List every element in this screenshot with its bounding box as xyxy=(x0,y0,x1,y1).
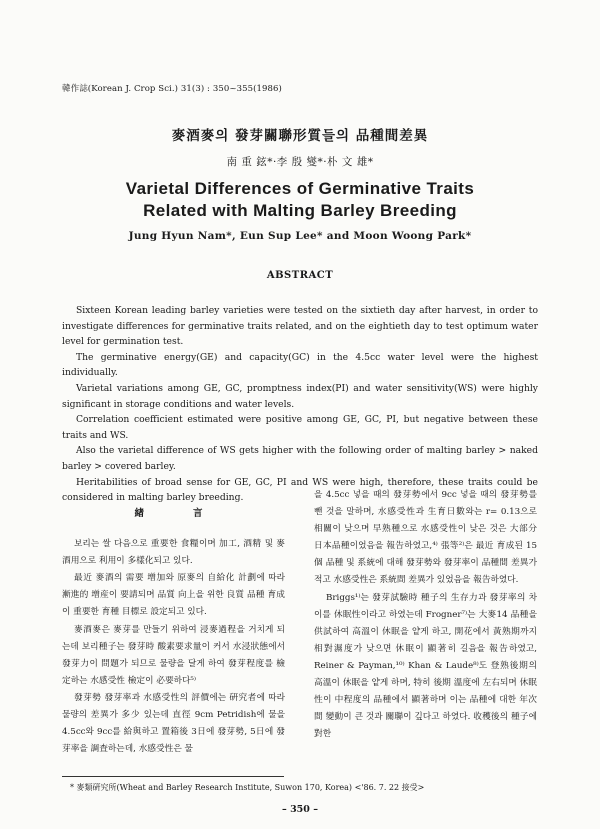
abstract-paragraph: Heritabilities of broad sense for GE, GC, PI and WS were high, therefore, these traits could be considered in malting barley breeding. xyxy=(62,476,538,504)
english-title-line-1: Varietal Differences of Germinative Traits xyxy=(125,179,475,198)
body-paragraph: 最近 麥酒의 需要 增加와 原麥의 自給化 計劃에 따라 漸進的 增産이 要請되며 品質 向上을 위한 良質 品種 育成이 重要한 育種 目標로 設定되고 있다. xyxy=(62,573,285,618)
english-title xyxy=(0,178,600,222)
journal-reference: 韓作誌(Korean J. Crop Sci.) 31(3) : 350~355(1986) xyxy=(62,84,282,94)
abstract-paragraph: Correlation coefficient estimated were positive among GE, GC, PI, but negative between these traits and WS. xyxy=(62,414,538,441)
body-paragraph: 發芽勢 發芽率과 水感受性의 評價에는 硏究者에 따라 물량의 差異가 多少 있는데 直徑 9cm Petridish에 물을 4.5cc와 9cc를 給與하고 置箱後 3日에 發芽勢, 5日에 發芽率을 調査하는데, 水感受性은 물 xyxy=(62,692,285,755)
english-title-line-2: Related with Malting Barley Breeding xyxy=(143,201,457,220)
page-number: – 350 – xyxy=(282,804,318,815)
korean-title: 麥酒麥의 發芽關聯形質들의 品種間差異 xyxy=(171,128,429,144)
footnote-divider xyxy=(62,776,284,777)
english-authors: Jung Hyun Nam*, Eun Sup Lee* and Moon Woong Park* xyxy=(128,230,472,242)
abstract-paragraph: Sixteen Korean leading barley varieties were tested on the sixtieth day after harvest, in order to investigate differences for germinative traits related, and on the eightieth day to test optimum water level for germination test. xyxy=(62,305,538,348)
abstract-paragraph: Varietal variations among GE, GC, promptness index(PI) and water sensitivity(WS) were highly significant in storage conditions and water levels. xyxy=(62,382,538,410)
left-column xyxy=(62,491,285,758)
body-paragraph: 을 4.5cc 넣을 때의 發芽勢에서 9cc 넣을 때의 發芽勢를 뺀 것을 말하며, 水感受性과 生育日數와는 r= 0.13으로 相關이 낮으며 早熟種으로 水感受性이 낮은 것은 大部分 日本品種이었음을 報告하였고,⁴⁾ 張等²⁾은 最近 育成된 15個 品種 및 系統에 대해 發芽勢와 發芽率이 品種間 差異가 적고 水感受性은 系統間 差異가 있었음을 報告하였다. xyxy=(314,490,537,586)
body-paragraph: 麥酒麥은 麥芽를 만들기 위하여 浸麥過程을 거치게 되는데 보리種子는 發芽時 酸素要求量이 커서 水浸狀態에서 發芽力이 問題가 되므로 물량을 달게 하여 發芽程度를 檢定하는 水感受性 檢定이 必要하다⁵⁾ xyxy=(62,624,285,686)
abstract-body xyxy=(62,303,538,506)
abstract-heading: ABSTRACT xyxy=(266,270,334,281)
body-paragraph: Briggs¹⁾는 發芽試驗時 種子의 生存力과 發芽率의 차이를 休眠性이라고 하였는데 Frogner⁷⁾는 大麥14 品種을 供試하여 高溫이 休眠을 얕게 하고, 開花에서 黃熟期까지 相對濕度가 낮으면 休眠이 顯著히 길음을 報告하였고, Reiner & Payman,¹⁰⁾ Khan & Laude⁸⁾도 登熟後期의 高溫이 休眠을 얕게 하며, 特히 後期 溫度에 左右되며 休眠性이 中程度의 品種에서 顯著하며 이는 品種에 대한 年次間 變動이 큰 것과 關聯이 깊다고 하였다. 收穫後의 種子에 對한 xyxy=(314,592,537,740)
affiliation-footnote: * 麥類硏究所(Wheat and Barley Research Institute, Suwon 170, Korea) <'86. 7. 22 接受> xyxy=(70,783,425,792)
introduction-heading: 緖 言 xyxy=(134,508,213,519)
korean-authors: 南 重 鉉*·李 殷 燮*·朴 文 雄* xyxy=(226,156,374,168)
right-column xyxy=(314,487,537,743)
abstract-paragraph: The germinative energy(GE) and capacity(GC) in the 4.5cc water level were the highest individually. xyxy=(62,351,538,379)
body-paragraph: 보리는 쌀 다음으로 重要한 食糧이며 加工, 酒精 및 麥酒用으로 利用이 多樣化되고 있다. xyxy=(62,539,285,567)
abstract-paragraph: Also the varietal difference of WS gets higher with the following order of malting barley > naked barley > covered barley. xyxy=(62,445,538,472)
